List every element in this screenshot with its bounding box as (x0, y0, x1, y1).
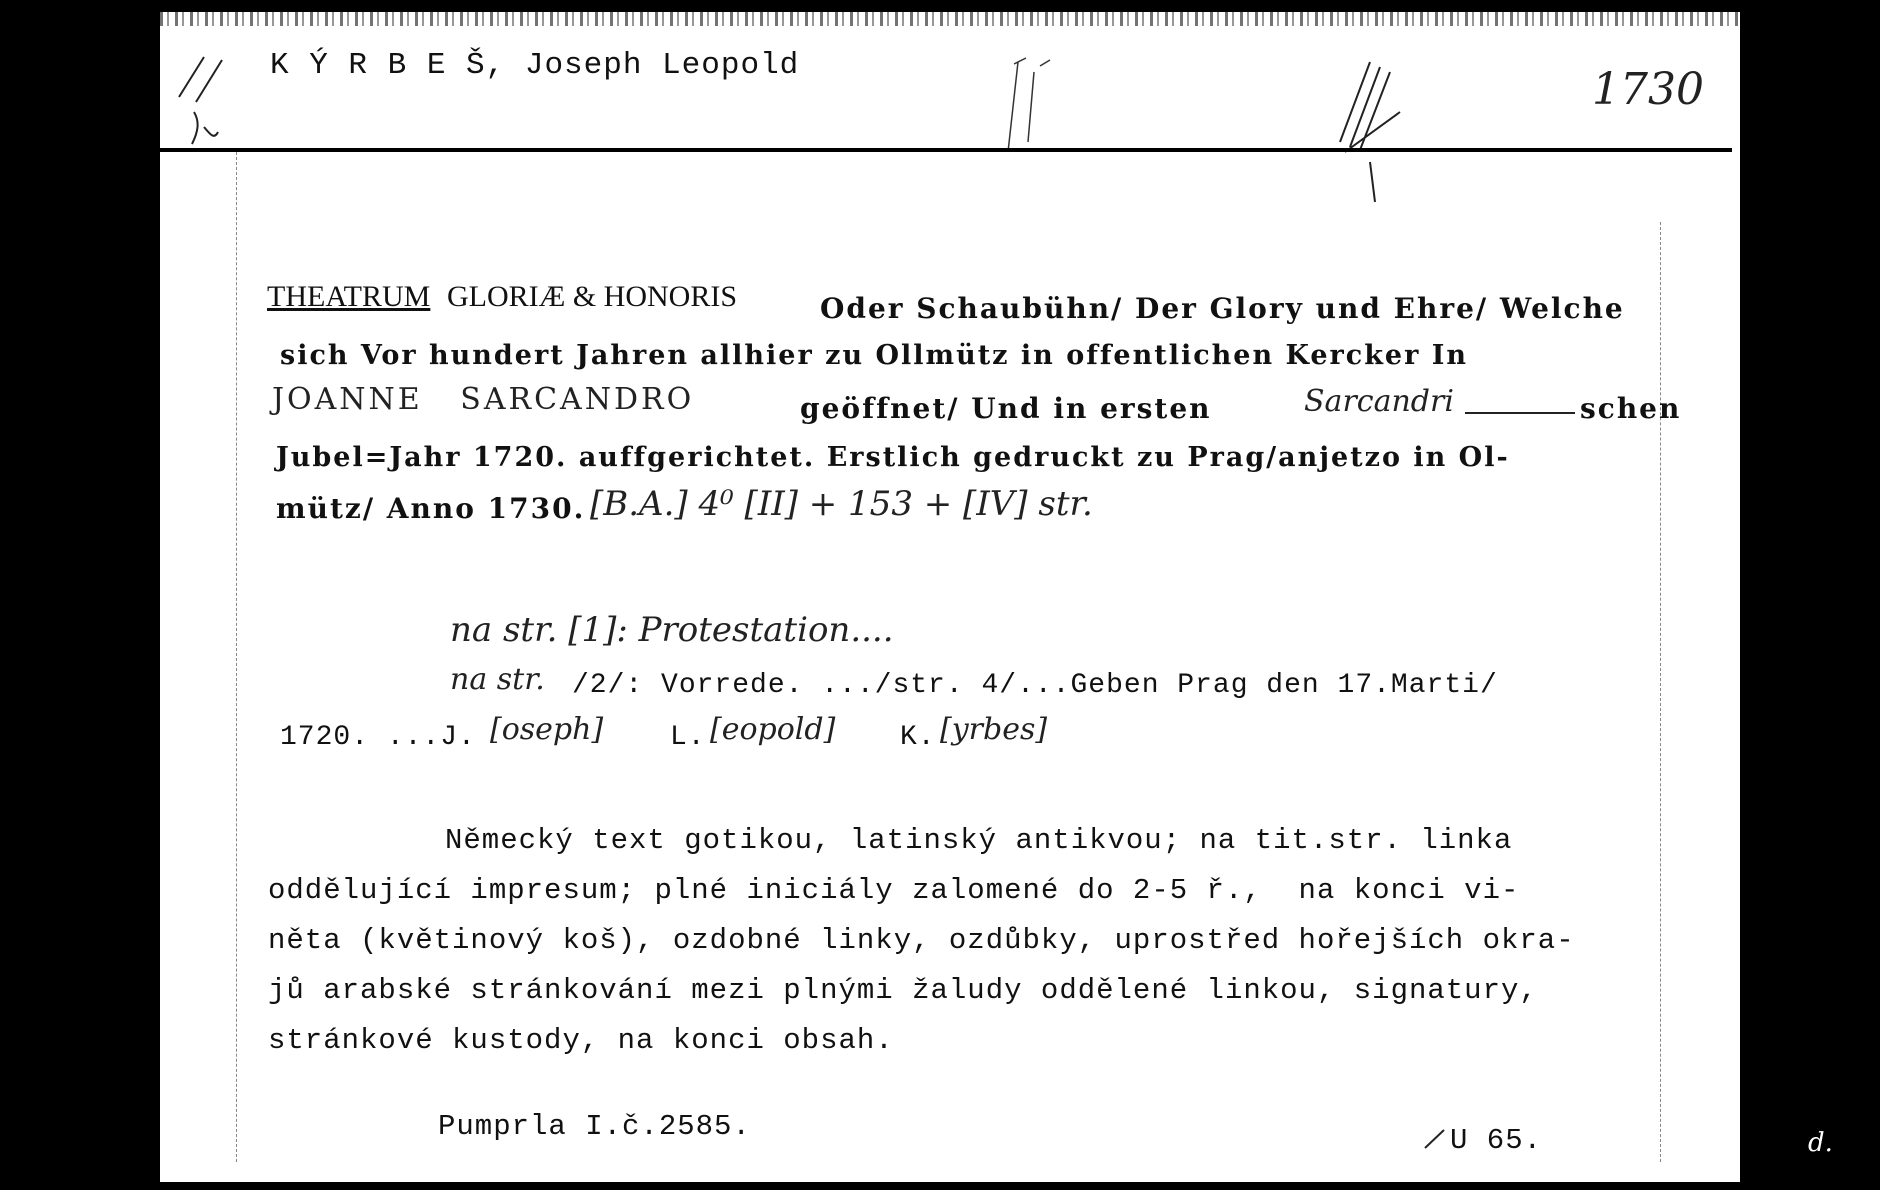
note3-oseph: [oseph] (490, 712, 604, 747)
pen-ticks (1000, 52, 1060, 162)
note3-yrbes: [yrbes] (940, 712, 1048, 747)
note2-hand: na str. (450, 662, 545, 697)
corner-mark: d. (1808, 1128, 1833, 1158)
note1: na str. [1]: Protestation.... (450, 610, 894, 650)
description-line5: stránkové kustody, na konci obsah. (268, 1024, 894, 1057)
title-line4: Jubel=Jahr 1720. auffgerichtet. Erstlich gedruckt zu Prag/anjetzo in Ol- (276, 442, 1510, 473)
note3-L: L. (670, 722, 706, 753)
left-margin-line (236, 152, 237, 1162)
hatched-scribble (1330, 52, 1410, 202)
check-mark-icon (1422, 1126, 1448, 1156)
title-latin: THEATRUM (267, 280, 431, 313)
description-line2: oddělující impresum; plné iniciály zalomené do 2-5 ř., na konci vi- (268, 874, 1520, 907)
title-line2: sich Vor hundert Jahren allhier zu Ollmütz in offentlichen Kercker In (280, 340, 1468, 371)
footer-reference: Pumprla I.č.2585. (438, 1110, 751, 1143)
title-line5-hand: [B.A.] 4⁰ [II] + 153 + [IV] str. (590, 484, 1093, 524)
header-year: 1730 (1592, 64, 1704, 115)
note3-K: K. (900, 722, 936, 753)
title-latin-rest: GLORIÆ & HONORIS (447, 280, 738, 313)
description-line4: jů arabské stránkování mezi plnými žaludy oddělené linkou, signatury, (268, 974, 1538, 1007)
note2-text: /2/: Vorrede. .../str. 4/...Geben Prag den 17.Marti/ (572, 670, 1498, 701)
title-line3-dash (1465, 412, 1575, 414)
header-name: K Ý R B E Š, Joseph Leopold (270, 48, 800, 83)
note3-text: 1720. ...J. (280, 722, 476, 753)
title-line3-end: schen (1580, 392, 1682, 425)
title-line5: mütz/ Anno 1730. (276, 492, 586, 525)
note3-eopold: [eopold] (710, 712, 836, 747)
description-line3: něta (květinový koš), ozdobné linky, ozdůbky, uprostřed hořejších okra- (268, 924, 1575, 957)
title-line3: geöffnet/ Und in ersten (800, 392, 1212, 425)
catalog-card (160, 12, 1740, 1182)
title-line1: Oder Schaubühn/ Der Glory und Ehre/ Welche (820, 292, 1625, 325)
title-line3-hand: Sarcandri (1304, 384, 1454, 419)
footer-shelfmark: U 65. (1450, 1124, 1543, 1157)
title-line3-caps: JOANNE SARCANDRO (272, 382, 695, 417)
header-rule (160, 148, 1732, 152)
description-line1: Německý text gotikou, latinský antikvou; na tit.str. linka (445, 824, 1513, 857)
margin-pen-marks (174, 52, 234, 152)
right-margin-line (1660, 222, 1661, 1162)
scan-edge-noise (160, 12, 1740, 26)
